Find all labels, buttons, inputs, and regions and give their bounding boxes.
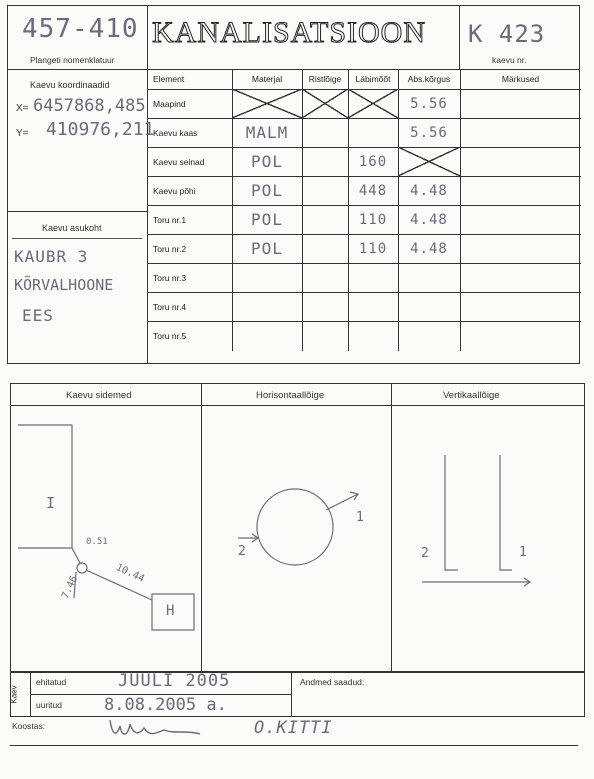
signature bbox=[104, 714, 224, 744]
pipe-out-arrow bbox=[326, 494, 358, 510]
location-label: Kaevu asukoht bbox=[42, 223, 102, 233]
surveyed-label: uuritud bbox=[36, 700, 62, 710]
x-coordinate-value: 6457868,485 bbox=[33, 96, 146, 116]
location-line-2: KÕRVALHOONE bbox=[14, 276, 114, 294]
column-header-element: Element bbox=[147, 69, 233, 90]
row-label: Kaevu kaas bbox=[153, 127, 198, 138]
nomenclature-value: 457-410 bbox=[22, 14, 139, 44]
column-header-notes: Märkused bbox=[460, 69, 581, 90]
vertical-section-left-wall bbox=[445, 455, 458, 570]
compiler-value: O.KITTI bbox=[254, 718, 333, 738]
cell-value: POL bbox=[251, 152, 283, 171]
dim-line-a bbox=[72, 548, 80, 563]
y-coordinate-value: 410976,211 bbox=[46, 119, 155, 140]
cell-value: 160 bbox=[358, 153, 388, 170]
column-header-height: Abs.kõrgus bbox=[398, 69, 461, 90]
manhole-number-label: kaevu nr. bbox=[492, 55, 527, 65]
compiler-label: Koostas: bbox=[12, 721, 46, 731]
panel-title-horizontal: Horisontaallõige bbox=[256, 390, 325, 401]
building-i-outline bbox=[18, 425, 72, 548]
cell-value: POL bbox=[251, 181, 283, 200]
cell-value: 4.48 bbox=[410, 211, 448, 228]
pipe-out-label: 1 bbox=[356, 510, 365, 525]
nomenclature-label: Plangeti nomenklatuur bbox=[30, 55, 115, 65]
row-label: Toru nr.2 bbox=[153, 243, 187, 254]
cell-value: 5.56 bbox=[410, 95, 448, 112]
cell-value: 5.56 bbox=[410, 124, 448, 141]
manhole-symbol bbox=[77, 563, 87, 573]
cell-value: 4.48 bbox=[410, 240, 448, 257]
y-prefix: Y= bbox=[16, 128, 29, 139]
built-label: ehitatud bbox=[36, 677, 67, 687]
cell-value: 4.48 bbox=[410, 182, 448, 199]
building-i-label: I bbox=[46, 494, 57, 512]
vertical-left-label: 2 bbox=[421, 546, 430, 561]
built-value: JUULI 2005 bbox=[118, 671, 231, 691]
x-prefix: X= bbox=[16, 103, 29, 114]
data-source-label: Andmed saadud: bbox=[300, 677, 365, 687]
row-label: Toru nr.3 bbox=[153, 272, 187, 283]
building-h-label: H bbox=[166, 603, 176, 619]
location-line-1: KAUBR 3 bbox=[14, 247, 89, 266]
vertical-section-right-wall bbox=[500, 455, 512, 570]
cell-value: 110 bbox=[358, 211, 388, 228]
column-header-material: Materjal bbox=[232, 69, 303, 90]
cell-value: POL bbox=[251, 239, 283, 258]
cell-value: 448 bbox=[358, 182, 388, 199]
footer-right-divider bbox=[291, 672, 292, 717]
row-label: Toru nr.5 bbox=[153, 331, 187, 341]
vertical-right-label: 1 bbox=[519, 545, 528, 560]
footer-side-label: Kaev bbox=[9, 685, 19, 704]
row-label: Maapind bbox=[153, 98, 186, 109]
panel-title-vertical: Vertikaallõige bbox=[443, 390, 500, 401]
dimension-a: 0.51 bbox=[86, 537, 108, 547]
row-label: Kaevu põhi bbox=[153, 185, 196, 196]
manhole-number-value: K 423 bbox=[468, 20, 546, 48]
panel-title-connections: Kaevu sidemed bbox=[66, 390, 132, 401]
row-label: Toru nr.1 bbox=[153, 214, 187, 225]
footer-bottom-line bbox=[10, 745, 578, 746]
cell-value: 110 bbox=[358, 240, 388, 257]
form-title: KANALISATSIOON bbox=[152, 16, 426, 49]
surveyed-value: 8.08.2005 a. bbox=[104, 695, 227, 715]
column-header-diameter: Läbimõõt bbox=[348, 69, 399, 90]
row-label: Toru nr.4 bbox=[153, 301, 187, 312]
cell-value: MALM bbox=[245, 123, 289, 142]
pipe-in-label: 2 bbox=[238, 544, 247, 559]
row-label: Kaevu seinad bbox=[153, 156, 205, 167]
column-header-section: Ristlõige bbox=[302, 69, 349, 90]
dimension-b: 7.46 bbox=[59, 574, 81, 601]
coordinates-label: Kaevu koordinaadid bbox=[30, 80, 110, 90]
location-line-3: EES bbox=[22, 306, 54, 325]
manhole-section-circle bbox=[257, 489, 333, 565]
cell-value: POL bbox=[251, 210, 283, 229]
dimension-c: 10.44 bbox=[114, 562, 147, 585]
